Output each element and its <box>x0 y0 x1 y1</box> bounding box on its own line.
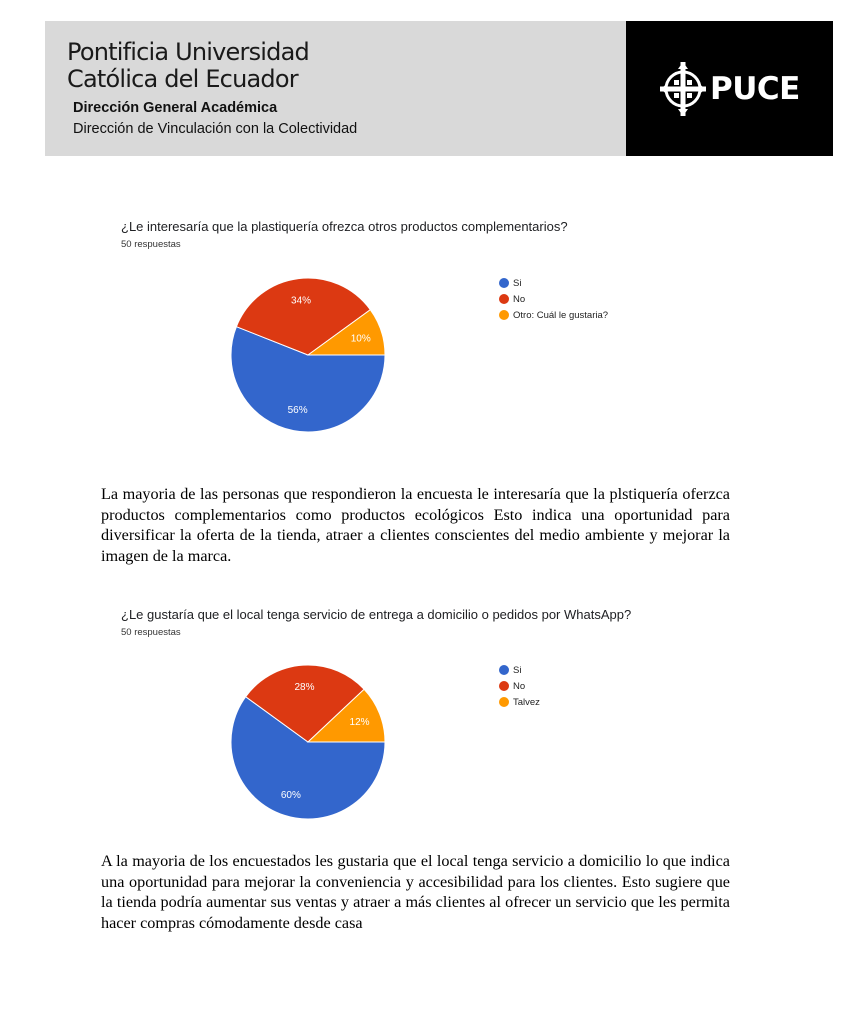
legend-swatch-red <box>499 681 509 691</box>
department-main: Dirección General Académica <box>73 100 278 116</box>
chart-legend <box>499 662 540 710</box>
university-name-line2: Católica del Ecuador <box>67 65 298 93</box>
legend-item <box>499 678 540 694</box>
legend-label: No <box>513 293 526 305</box>
pie-data-label-1: 60% <box>280 790 301 802</box>
pie-data-label-3: 12% <box>349 717 370 729</box>
legend-swatch-orange <box>499 697 509 707</box>
chart-title: ¿Le gustaría que el local tenga servicio de entrega a domicilio o pedidos por WhatsApp? <box>121 607 632 622</box>
chart-title: ¿Le interesaría que la plastiquería ofrezca otros productos complementarios? <box>121 219 568 234</box>
pie-data-label-1: 56% <box>287 404 308 416</box>
legend-label: No <box>513 680 526 692</box>
legend-item <box>499 694 540 710</box>
legend-label: Talvez <box>513 696 540 708</box>
analysis-paragraph-1: La mayoria de las personas que respondieron la encuesta le interesaría que la plstiquería oferzca productos complementarios como productos ecológicos Esto indica una oportunidad para diversificar la oferta de la tienda, atraer a clientes conscientes del medio ambiente y mejorar la imagen de la marca. <box>101 485 730 565</box>
department-sub: Dirección de Vinculación con la Colectividad <box>73 121 358 137</box>
pie-data-label-2: 28% <box>294 682 315 694</box>
legend-swatch-blue <box>499 665 509 675</box>
logo-text: PUCE <box>710 71 800 107</box>
legend-label: Otro: Cuál le gustaria? <box>513 309 609 321</box>
pie-data-label-3: 10% <box>350 333 371 345</box>
pie-data-label-2: 34% <box>291 295 312 307</box>
university-name-line1: Pontificia Universidad <box>67 38 309 66</box>
chart-subtitle: 50 respuestas <box>121 239 181 250</box>
legend-label: Si <box>513 277 522 289</box>
analysis-paragraph-2: A la mayoria de los encuestados les gustaria que el local tenga servicio a domicilio lo que indica una oportunidad para mejorar la conveniencia y accesibilidad para los clientes. Esto sugiere que la tienda podría aumentar sus ventas y atraer a más clientes al ofrecer un servicio que les permita hacer compras cómodamente desde casa <box>101 852 730 932</box>
chart-subtitle: 50 respuestas <box>121 627 181 638</box>
legend-label: Si <box>513 664 522 676</box>
legend-item <box>499 662 540 678</box>
